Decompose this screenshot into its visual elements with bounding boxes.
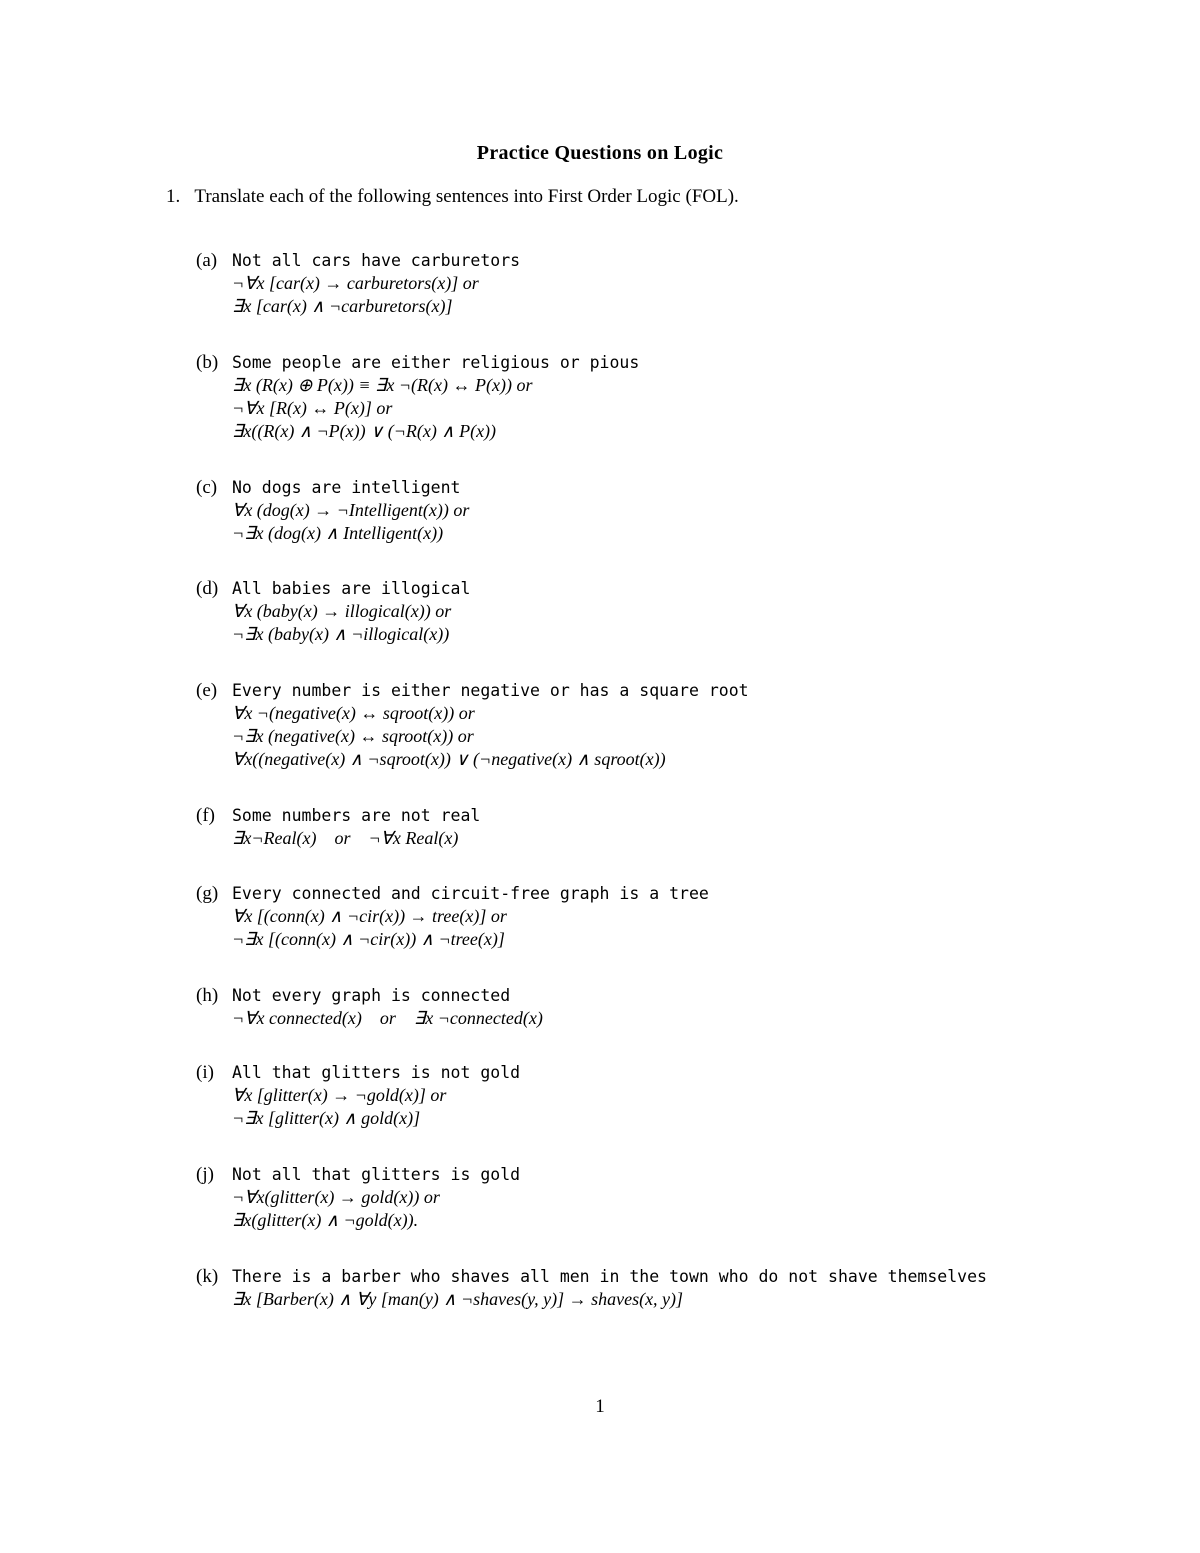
item-label: (b)	[196, 352, 219, 373]
item-formula: ∀x (dog(x) → ¬Intelligent(x)) or	[232, 500, 470, 520]
item-formula: ¬∀x(glitter(x) → gold(x)) or	[232, 1187, 440, 1207]
item-label: (a)	[196, 250, 218, 271]
item-f	[196, 804, 1096, 850]
item-formula: ∀x ¬(negative(x) ↔ sqroot(x)) or	[232, 703, 475, 723]
question-1	[166, 186, 739, 208]
item-statement: Not every graph is connected	[232, 986, 511, 1005]
item-formula: ¬∃x [glitter(x) ∧ gold(x)]	[232, 1108, 421, 1128]
item-label: (j)	[196, 1164, 214, 1185]
item-c	[196, 476, 1096, 545]
item-g	[196, 882, 1096, 951]
item-statement: There is a barber who shaves all men in the town who do not shave themselves	[232, 1267, 987, 1286]
item-statement: Not all cars have carburetors	[232, 251, 521, 270]
item-formula: ¬∃x [(conn(x) ∧ ¬cir(x)) ∧ ¬tree(x)]	[232, 929, 505, 949]
item-j	[196, 1163, 1096, 1232]
item-formula: ∃x¬Real(x) or ¬∀x Real(x)	[232, 828, 459, 848]
item-formula: ∃x(glitter(x) ∧ ¬gold(x)).	[232, 1210, 419, 1230]
item-formula: ∀x [(conn(x) ∧ ¬cir(x)) → tree(x)] or	[232, 906, 507, 926]
item-formula: ¬∀x [car(x) → carburetors(x)] or	[232, 273, 479, 293]
item-statement: Some numbers are not real	[232, 806, 481, 825]
item-label: (k)	[196, 1266, 219, 1287]
item-formula: ¬∀x connected(x) or ∃x ¬connected(x)	[232, 1008, 543, 1028]
item-statement: No dogs are intelligent	[232, 478, 461, 497]
item-a	[196, 249, 1096, 318]
item-formula: ¬∃x (negative(x) ↔ sqroot(x)) or	[232, 726, 474, 746]
item-statement: All babies are illogical	[232, 579, 471, 598]
page-number: 1	[595, 1396, 605, 1417]
item-label: (d)	[196, 578, 219, 599]
item-b	[196, 351, 1096, 443]
item-i	[196, 1061, 1096, 1130]
item-formula: ∃x((R(x) ∧ ¬P(x)) ∨ (¬R(x) ∧ P(x))	[232, 421, 497, 441]
item-formula: ¬∀x [R(x) ↔ P(x)] or	[232, 398, 393, 418]
page-title: Practice Questions on Logic	[476, 142, 724, 164]
item-formula: ∃x [car(x) ∧ ¬carburetors(x)]	[232, 296, 453, 316]
item-formula: ∃x [Barber(x) ∧ ∀y [man(y) ∧ ¬shaves(y, y)] → shaves(x, y)]	[232, 1289, 684, 1309]
item-formula: ¬∃x (baby(x) ∧ ¬illogical(x))	[232, 624, 450, 644]
item-statement: Every number is either negative or has a square root	[232, 681, 749, 700]
item-d	[196, 577, 1096, 646]
item-statement: Every connected and circuit-free graph is a tree	[232, 884, 709, 903]
item-label: (c)	[196, 477, 218, 498]
item-e	[196, 679, 1096, 771]
item-formula: ¬∃x (dog(x) ∧ Intelligent(x))	[232, 523, 444, 543]
item-k	[196, 1265, 1096, 1311]
item-statement: All that glitters is not gold	[232, 1063, 521, 1082]
item-label: (i)	[196, 1062, 214, 1083]
item-label: (f)	[196, 805, 215, 826]
question-number: 1.	[166, 186, 181, 207]
item-statement: Some people are either religious or pious	[232, 353, 640, 372]
question-text: Translate each of the following sentences into First Order Logic (FOL).	[194, 186, 739, 207]
item-statement: Not all that glitters is gold	[232, 1165, 521, 1184]
item-formula: ∀x((negative(x) ∧ ¬sqroot(x)) ∨ (¬negative(x) ∧ sqroot(x))	[232, 749, 666, 769]
item-label: (h)	[196, 985, 219, 1006]
item-formula: ∀x (baby(x) → illogical(x)) or	[232, 601, 452, 621]
item-formula: ∀x [glitter(x) → ¬gold(x)] or	[232, 1085, 447, 1105]
item-label: (g)	[196, 883, 219, 904]
item-formula: ∃x (R(x) ⊕ P(x)) ≡ ∃x ¬(R(x) ↔ P(x)) or	[232, 375, 533, 395]
item-h	[196, 984, 1096, 1030]
item-label: (e)	[196, 680, 218, 701]
